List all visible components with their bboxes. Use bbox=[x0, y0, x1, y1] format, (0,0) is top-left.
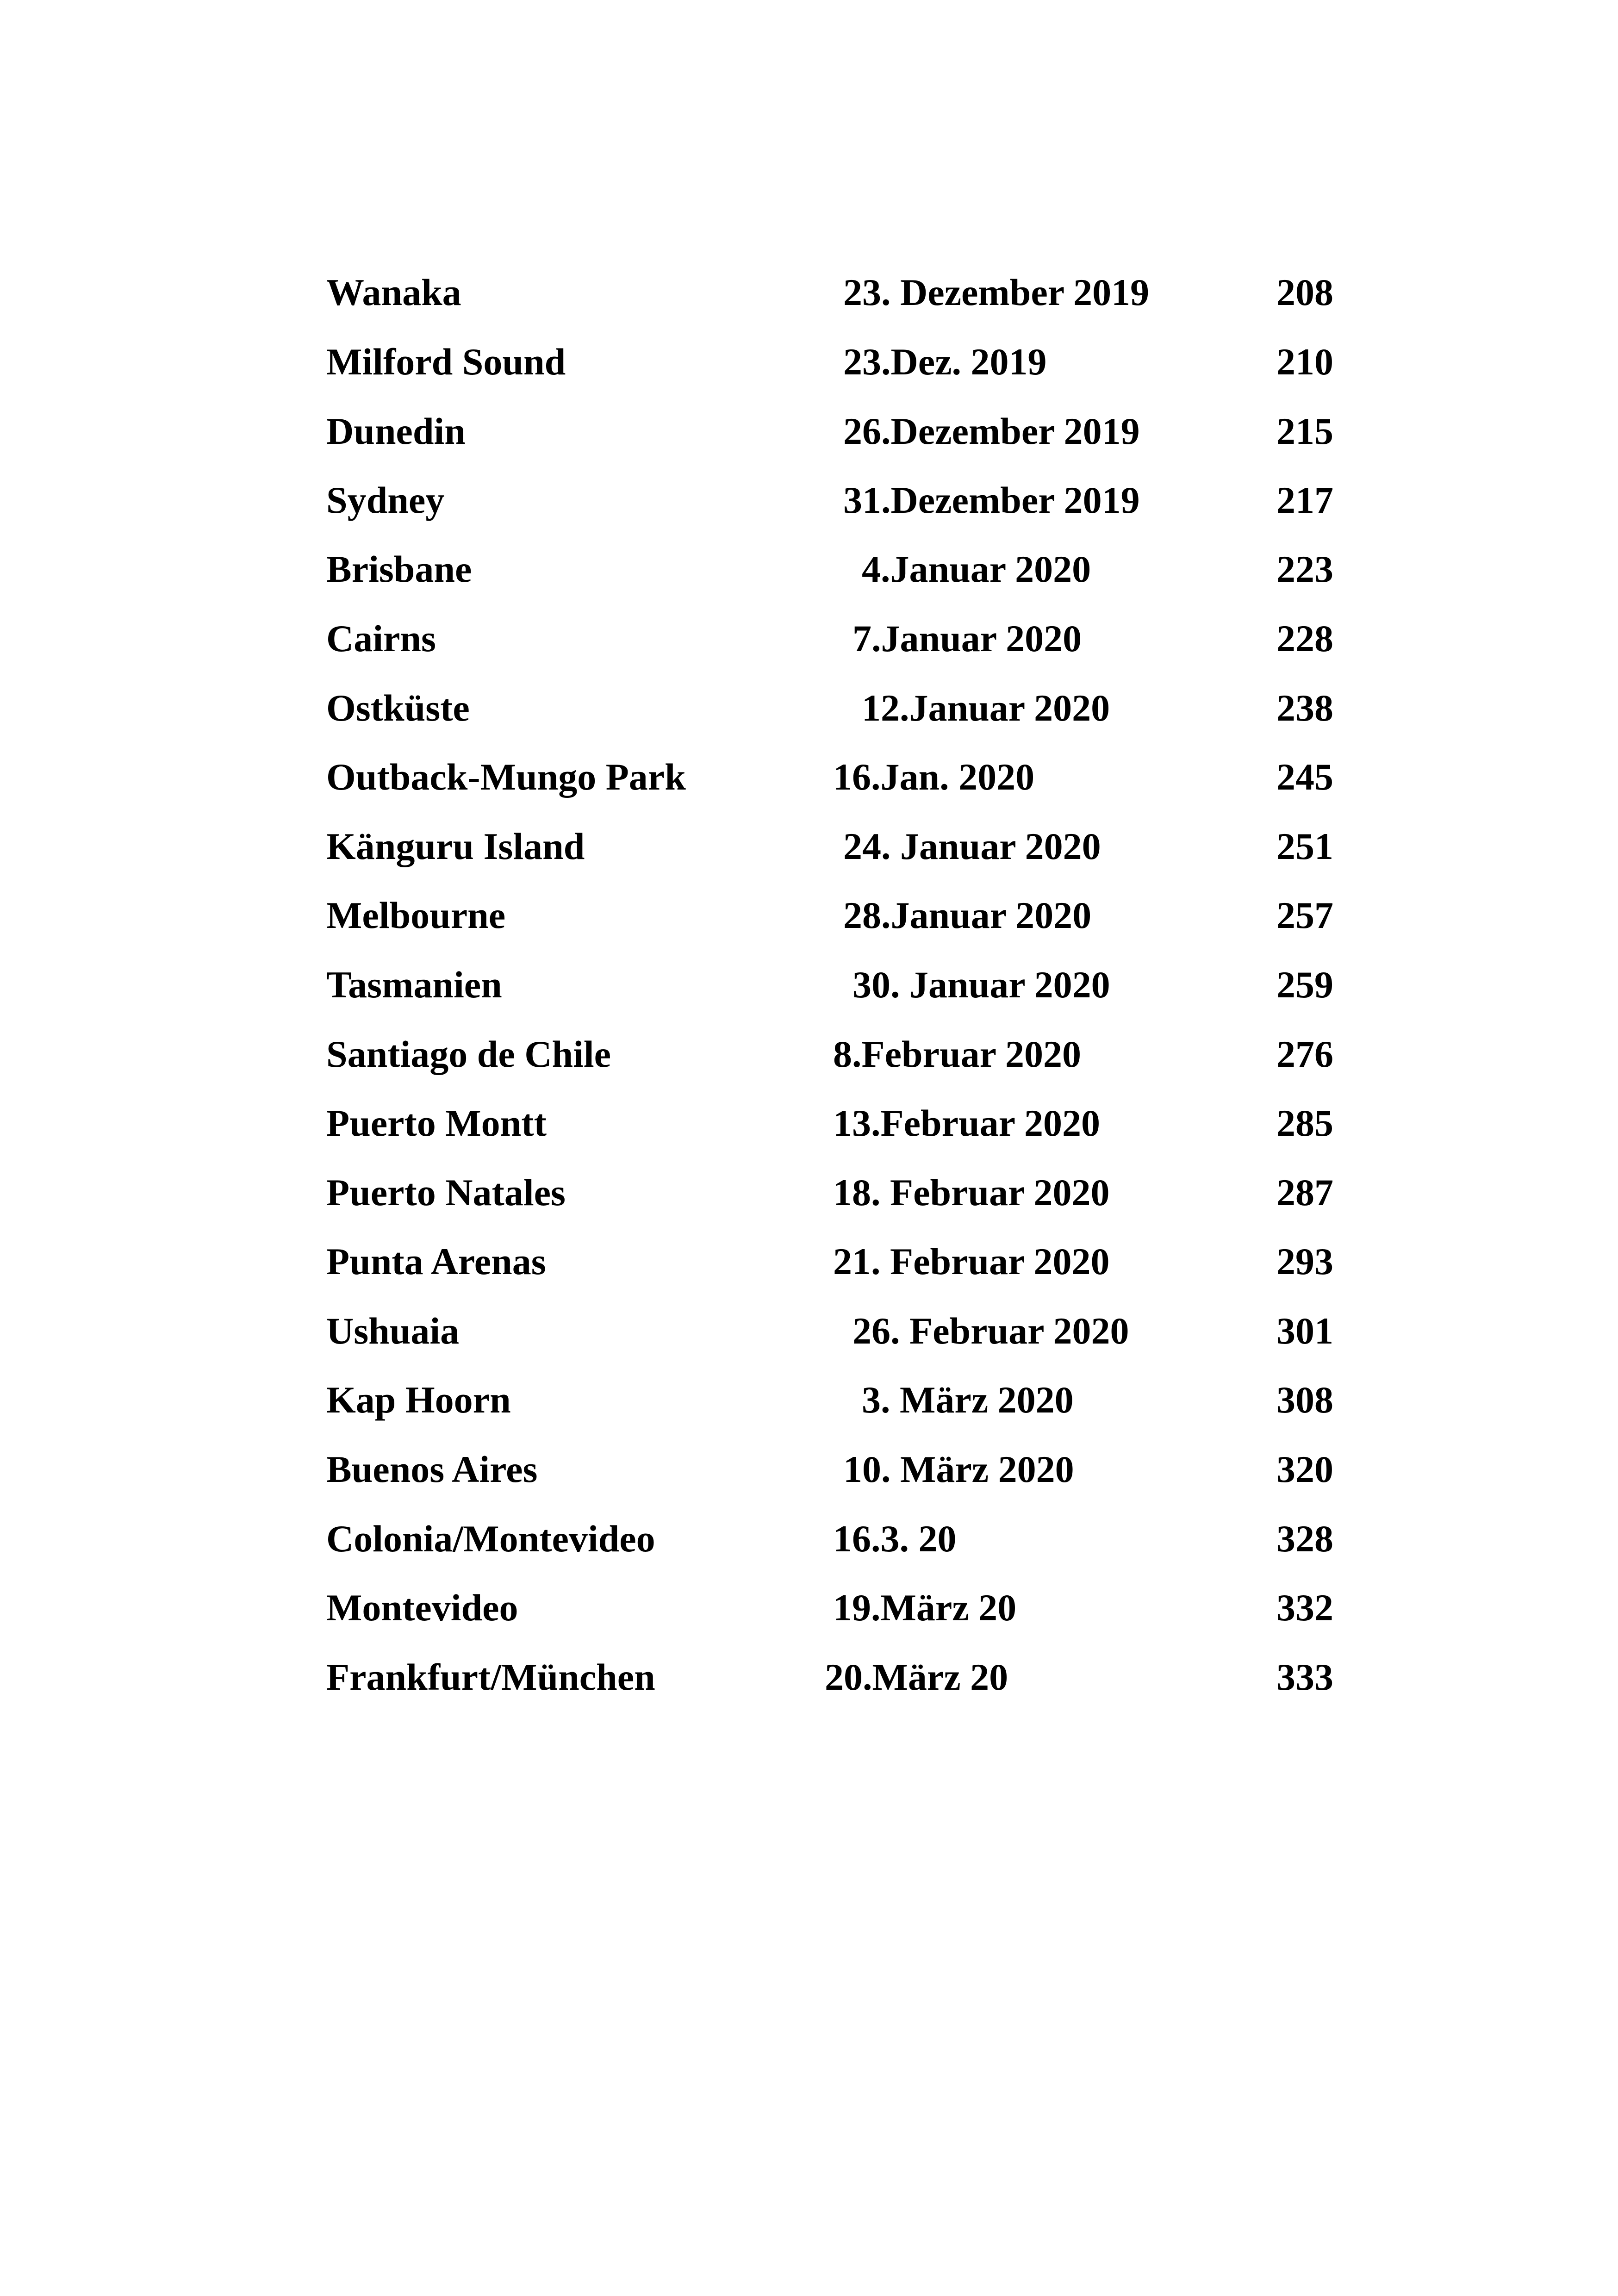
toc-row bbox=[0, 749, 1618, 805]
toc-date: 23. Dezember 2019 bbox=[843, 271, 1150, 313]
toc-place: Sydney bbox=[326, 479, 445, 521]
toc-page-number: 320 bbox=[1276, 1448, 1333, 1490]
toc-date: 31.Dezember 2019 bbox=[843, 479, 1140, 521]
toc-page-number: 259 bbox=[1276, 964, 1333, 1006]
toc-row bbox=[0, 1234, 1618, 1289]
toc-page-number: 223 bbox=[1276, 548, 1333, 590]
toc-place: Dunedin bbox=[326, 410, 466, 452]
toc-place: Melbourne bbox=[326, 894, 506, 936]
toc-page-number: 333 bbox=[1276, 1656, 1333, 1698]
toc-date: 16.3. 20 bbox=[833, 1518, 957, 1560]
toc-date: 24. Januar 2020 bbox=[843, 825, 1101, 867]
toc-row bbox=[0, 1027, 1618, 1082]
toc-page-number: 217 bbox=[1276, 479, 1333, 521]
toc-place: Cairns bbox=[326, 617, 436, 660]
toc-date: 26. Februar 2020 bbox=[853, 1310, 1129, 1352]
toc-place: Punta Arenas bbox=[326, 1240, 546, 1282]
toc-row bbox=[0, 1442, 1618, 1497]
toc-date: 13.Februar 2020 bbox=[833, 1102, 1101, 1144]
toc-place: Kap Hoorn bbox=[326, 1379, 511, 1421]
toc-row bbox=[0, 1580, 1618, 1636]
toc-row bbox=[0, 541, 1618, 597]
toc-date: 3. März 2020 bbox=[862, 1379, 1074, 1421]
toc-page-number: 210 bbox=[1276, 341, 1333, 383]
toc-page-number: 238 bbox=[1276, 687, 1333, 729]
toc-place: Brisbane bbox=[326, 548, 472, 590]
toc-row bbox=[0, 473, 1618, 528]
toc-date: 20.März 20 bbox=[825, 1656, 1008, 1698]
toc-row bbox=[0, 1372, 1618, 1428]
toc-date: 23.Dez. 2019 bbox=[843, 341, 1047, 383]
toc-place: Ostküste bbox=[326, 687, 470, 729]
toc-date: 10. März 2020 bbox=[843, 1448, 1074, 1490]
toc-page-number: 287 bbox=[1276, 1171, 1333, 1213]
toc-place: Frankfurt/München bbox=[326, 1656, 655, 1698]
toc-row bbox=[0, 1649, 1618, 1705]
toc-row bbox=[0, 404, 1618, 459]
toc-place: Outback-Mungo Park bbox=[326, 756, 686, 798]
toc-place: Puerto Montt bbox=[326, 1102, 547, 1144]
toc-date: 7.Januar 2020 bbox=[853, 617, 1082, 660]
toc-date: 4.Januar 2020 bbox=[862, 548, 1091, 590]
toc-page-number: 332 bbox=[1276, 1587, 1333, 1629]
toc-row bbox=[0, 611, 1618, 666]
toc-place: Santiago de Chile bbox=[326, 1033, 611, 1075]
toc-place: Colonia/Montevideo bbox=[326, 1518, 655, 1560]
toc-row bbox=[0, 819, 1618, 874]
toc-row bbox=[0, 334, 1618, 390]
toc-page-number: 208 bbox=[1276, 271, 1333, 313]
toc-place: Milford Sound bbox=[326, 341, 566, 383]
toc-date: 30. Januar 2020 bbox=[853, 964, 1110, 1006]
toc-place: Buenos Aires bbox=[326, 1448, 538, 1490]
toc-date: 28.Januar 2020 bbox=[843, 894, 1092, 936]
toc-page-number: 215 bbox=[1276, 410, 1333, 452]
toc-row bbox=[0, 1511, 1618, 1567]
toc-place: Känguru Island bbox=[326, 825, 585, 867]
toc-page-number: 245 bbox=[1276, 756, 1333, 798]
toc-date: 16.Jan. 2020 bbox=[833, 756, 1035, 798]
toc-date: 19.März 20 bbox=[833, 1587, 1017, 1629]
toc-date: 8.Februar 2020 bbox=[833, 1033, 1082, 1075]
toc-page-number: 293 bbox=[1276, 1240, 1333, 1282]
toc-row bbox=[0, 888, 1618, 943]
toc-date: 21. Februar 2020 bbox=[833, 1240, 1110, 1282]
toc-page-number: 328 bbox=[1276, 1518, 1333, 1560]
toc-row bbox=[0, 680, 1618, 736]
toc-place: Montevideo bbox=[326, 1587, 518, 1629]
toc-date: 26.Dezember 2019 bbox=[843, 410, 1140, 452]
toc-page-number: 308 bbox=[1276, 1379, 1333, 1421]
toc-place: Wanaka bbox=[326, 271, 461, 313]
toc-row bbox=[0, 1165, 1618, 1220]
toc-place: Ushuaia bbox=[326, 1310, 460, 1352]
toc-row bbox=[0, 1095, 1618, 1151]
toc-page-number: 276 bbox=[1276, 1033, 1333, 1075]
toc-row bbox=[0, 957, 1618, 1013]
toc-page-number: 285 bbox=[1276, 1102, 1333, 1144]
toc-page-number: 251 bbox=[1276, 825, 1333, 867]
toc-page-number: 228 bbox=[1276, 617, 1333, 660]
toc-page-number: 301 bbox=[1276, 1310, 1333, 1352]
toc-row bbox=[0, 265, 1618, 320]
toc-place: Tasmanien bbox=[326, 964, 502, 1006]
toc-place: Puerto Natales bbox=[326, 1171, 566, 1213]
toc-page-number: 257 bbox=[1276, 894, 1333, 936]
toc-date: 18. Februar 2020 bbox=[833, 1171, 1110, 1213]
toc-date: 12.Januar 2020 bbox=[862, 687, 1110, 729]
toc-row bbox=[0, 1303, 1618, 1359]
